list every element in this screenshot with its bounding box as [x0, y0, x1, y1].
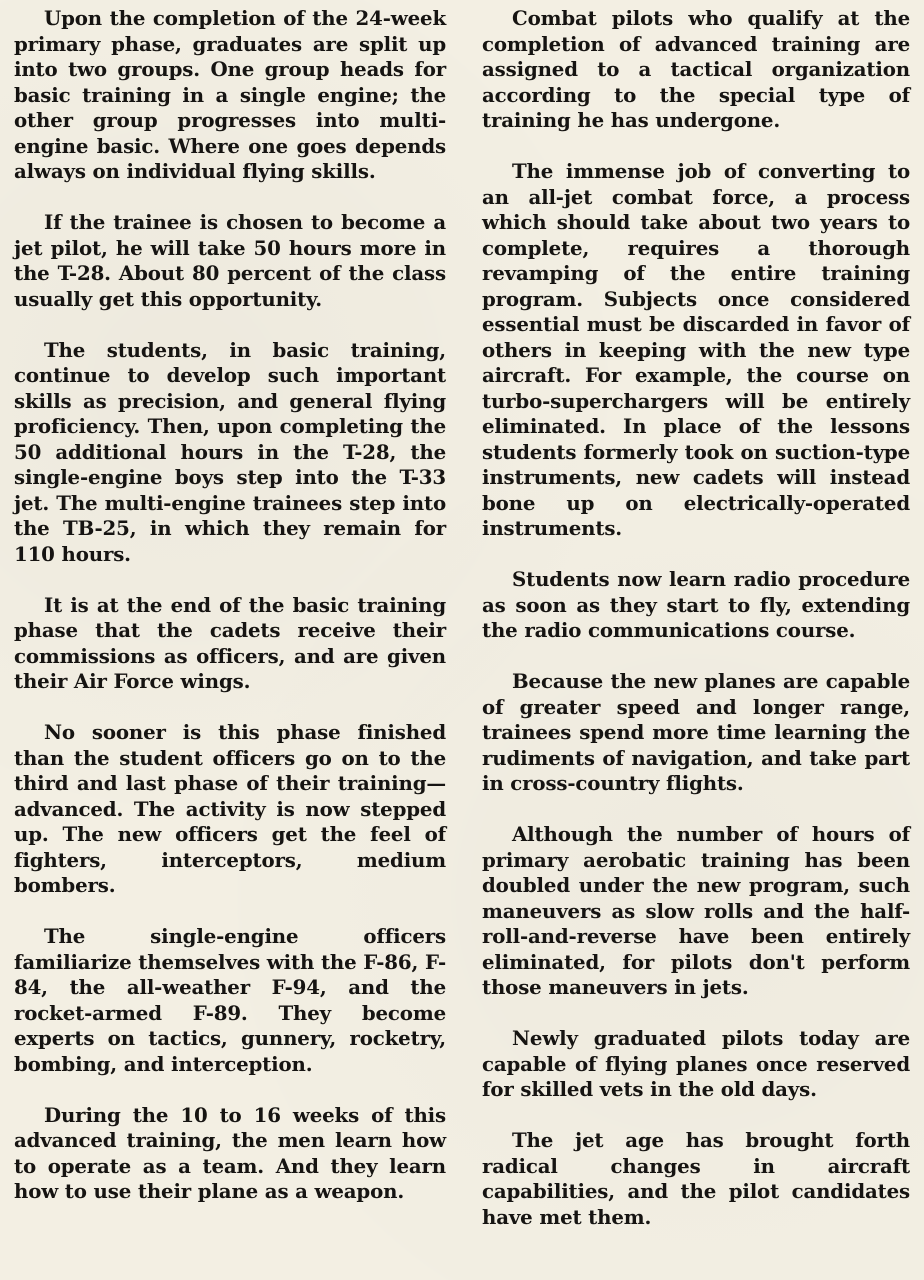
paragraph: Because the new planes are capable of greater speed and longer range, trainees spend more time learning the rudiments of navigation, and take part in cross-country flights. — [482, 669, 910, 795]
paragraph: Combat pilots who qualify at the completion of advanced training are assigned to a tactical organization according to the special type of training he has undergone. — [482, 6, 910, 132]
paragraph: Upon the completion of the 24-week primary phase, graduates are split up into two groups. One group heads for basic training in a single engine; the other group progresses into multi-engine basic. Where one goes depends always on individual flying skills. — [14, 6, 446, 183]
paragraph: The jet age has brought forth radical changes in aircraft capabilities, and the pilot candidates have met them. — [482, 1128, 910, 1229]
paragraph: If the trainee is chosen to become a jet pilot, he will take 50 hours more in the T-28. About 80 percent of the class usually get this opportunity. — [14, 210, 446, 311]
left-column — [14, 6, 446, 1230]
paragraph: No sooner is this phase finished than the student officers go on to the third and last phase of their training—advanced. The activity is now stepped up. The new officers get the feel of fighters, interceptors, medium bombers. — [14, 720, 446, 897]
paragraph: The students, in basic training, continue to develop such important skills as precision, and general flying proficiency. Then, upon completing the 50 additional hours in the T-28, the single-engine boys step into the T-33 jet. The multi-engine trainees step into the TB-25, in which they remain for 110 hours. — [14, 337, 446, 566]
paragraph: Although the number of hours of primary aerobatic training has been doubled under the new program, such maneuvers as slow rolls and the half-roll-and-reverse have been entirely eliminated, for pilots don't perform those maneuvers in jets. — [482, 822, 910, 999]
right-column — [482, 6, 910, 1256]
paragraph: The immense job of converting to an all-jet combat force, a process which should take about two years to complete, requires a thorough revamping of the entire training program. Subjects once considered essential must be discarded in favor of others in keeping with the new type aircraft. For example, the course on turbo-superchargers will be entirely eliminated. In place of the lessons students formerly took on suction-type instruments, new cadets will instead bone up on electrically-operated instruments. — [482, 159, 910, 540]
paragraph: Newly graduated pilots today are capable of flying planes once reserved for skilled vets in the old days. — [482, 1026, 910, 1101]
paragraph: During the 10 to 16 weeks of this advanced training, the men learn how to operate as a team. And they learn how to use their plane as a weapon. — [14, 1102, 446, 1203]
paragraph: Students now learn radio procedure as soon as they start to fly, extending the radio communications course. — [482, 567, 910, 642]
paragraph: The single-engine officers familiarize themselves with the F-86, F-84, the all-weather F-94, and the rocket-armed F-89. They become experts on tactics, gunnery, rocketry, bombing, and interception. — [14, 924, 446, 1076]
paragraph: It is at the end of the basic training phase that the cadets receive their commissions as officers, and are given their Air Force wings. — [14, 592, 446, 693]
